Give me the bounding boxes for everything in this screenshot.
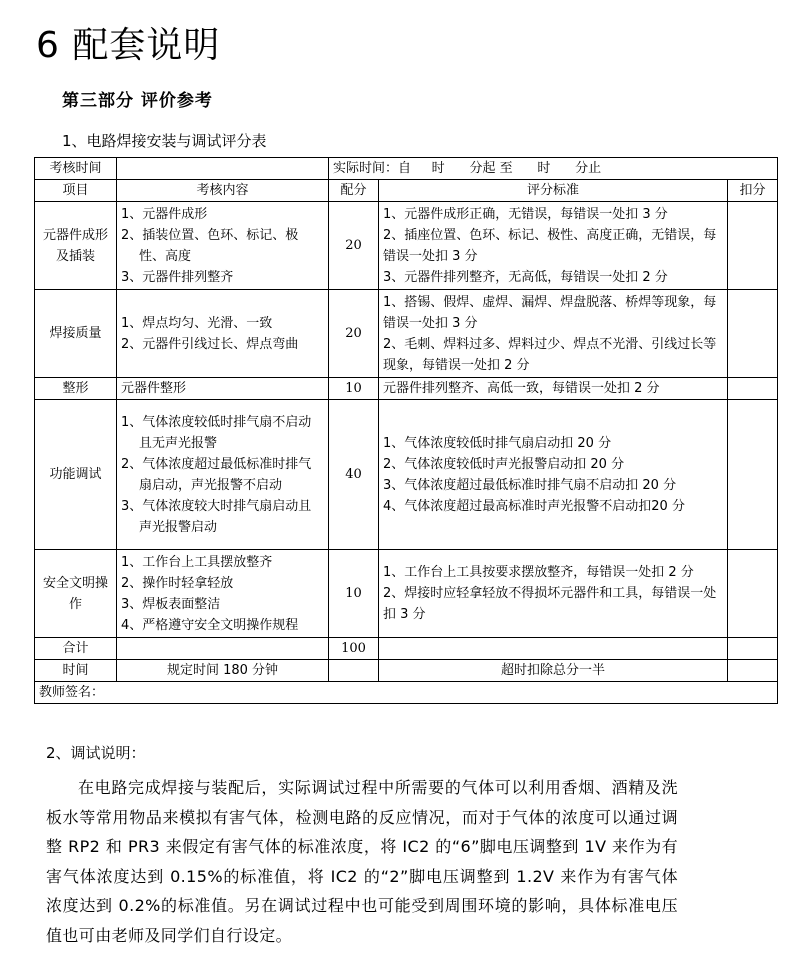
table-caption: 1、电路焊接安装与调试评分表: [62, 132, 267, 150]
content-line: 1、气体浓度较低时排气扇不启动且无声光报警: [121, 414, 312, 451]
scoring-table: [34, 157, 778, 704]
row-item: 元器件成形及插装: [35, 202, 117, 290]
total-value: 100: [329, 638, 379, 660]
content-line: 2、操作时轻拿轻放: [121, 575, 234, 591]
header-row: [35, 180, 778, 202]
row-points: 20: [329, 290, 379, 378]
row-deduction: [728, 400, 778, 550]
criteria-line: 2、焊接时应轻拿轻放不得损坏元器件和工具，每错误一处扣 3 分: [383, 586, 717, 622]
criteria-line: 1、元器件成形正确，无错误，每错误一处扣 3 分: [383, 206, 668, 222]
criteria-line: 2、插座位置、色环、标记、极性、高度正确，无错误，每错误一处扣 3 分: [383, 227, 717, 264]
content-line: 1、工作台上工具摆放整齐: [121, 554, 273, 570]
row-criteria: [379, 202, 728, 290]
exam-time-blank: [117, 158, 329, 180]
row-deduction: [728, 378, 778, 400]
time-row: [35, 660, 778, 682]
content-line: 4、严格遵守安全文明操作规程: [121, 617, 299, 633]
row-criteria: [379, 400, 728, 550]
debug-paragraph: 在电路完成焊接与装配后，实际调试过程中所需要的气体可以利用香烟、酒精及洗板水等常用物品来模拟有害气体，检测电路的反应情况，而对于气体的浓度可以通过调整 RP2 和 PR3 来假定有害气体的标准浓度，将 IC2 的“6”脚电压调整到 1V 来作为有害气体浓度达到 0.15%的标准值，将 IC2 的“2”脚电压调整到 1.2V 来作为有害气体浓度达到 0.2%的标准值。另在调试过程中也可能受到周围环境的影响，具体标准电压值也可由老师及同学们自行设定。: [46, 778, 678, 945]
criteria-line: 4、气体浓度超过最高标准时声光报警不启动扣20 分: [383, 498, 685, 514]
table-row: [35, 378, 778, 400]
row-item: 安全文明操作: [35, 550, 117, 638]
row-item: 功能调试: [35, 400, 117, 550]
header-deduction: 扣分: [728, 180, 778, 202]
content-line: 3、气体浓度较大时排气扇启动且声光报警启动: [121, 498, 312, 535]
row-points: 10: [329, 378, 379, 400]
row-points: 10: [329, 550, 379, 638]
header-item: 项目: [35, 180, 117, 202]
page-title: 6 配套说明: [36, 25, 221, 66]
header-criteria: 评分标准: [379, 180, 728, 202]
content-line: 3、元器件排列整齐: [121, 269, 234, 285]
exam-time-label: 考核时间: [35, 158, 117, 180]
row-deduction: [728, 290, 778, 378]
row-item: 焊接质量: [35, 290, 117, 378]
table-row: [35, 202, 778, 290]
time-blank: [329, 660, 379, 682]
time-blank: [728, 660, 778, 682]
row-content: [117, 550, 329, 638]
criteria-line: 2、气体浓度较低时声光报警启动扣 20 分: [383, 456, 625, 472]
row-content: [117, 290, 329, 378]
row-content: [117, 202, 329, 290]
row-criteria: [379, 550, 728, 638]
content-line: 2、气体浓度超过最低标准时排气扇启动，声光报警不启动: [121, 456, 312, 493]
content-line: 1、焊点均匀、光滑、一致: [121, 315, 273, 331]
time-label: 时间: [35, 660, 117, 682]
header-points: 配分: [329, 180, 379, 202]
row-content: 元器件整形: [117, 378, 329, 400]
row-criteria: 元器件排列整齐、高低一致，每错误一处扣 2 分: [379, 378, 728, 400]
signature-row: [35, 682, 778, 704]
teacher-signature: 教师签名：: [35, 682, 778, 704]
total-row: [35, 638, 778, 660]
actual-time-cell: 实际时间：自 时 分起 至 时 分止: [329, 158, 778, 180]
header-content: 考核内容: [117, 180, 329, 202]
criteria-line: 1、气体浓度较低时排气扇启动扣 20 分: [383, 435, 612, 451]
row-deduction: [728, 550, 778, 638]
overtime-rule: 超时扣除总分一半: [379, 660, 728, 682]
part-heading: 第三部分 评价参考: [62, 91, 213, 111]
content-line: 3、焊板表面整洁: [121, 596, 221, 612]
criteria-line: 3、元器件排列整齐，无高低，每错误一处扣 2 分: [383, 269, 668, 285]
row-deduction: [728, 202, 778, 290]
criteria-line: 1、工作台上工具按要求摆放整齐，每错误一处扣 2 分: [383, 565, 694, 580]
table-row: [35, 400, 778, 550]
content-line: 1、元器件成形: [121, 206, 208, 222]
content-line: 2、插装位置、色环、标记、极性、高度: [121, 227, 299, 264]
total-blank: [379, 638, 728, 660]
table-row: [35, 290, 778, 378]
row-points: 20: [329, 202, 379, 290]
criteria-line: 1、搭锡、假焊、虚焊、漏焊、焊盘脱落、桥焊等现象，每错误一处扣 3 分: [383, 294, 717, 331]
total-blank: [728, 638, 778, 660]
criteria-line: 2、毛刺、焊料过多、焊料过少、焊点不光滑、引线过长等现象，每错误一处扣 2 分: [383, 336, 717, 373]
table-row: [35, 550, 778, 638]
row-content: [117, 400, 329, 550]
criteria-line: 3、气体浓度超过最低标准时排气扇不启动扣 20 分: [383, 477, 677, 493]
row-item: 整形: [35, 378, 117, 400]
content-line: 2、元器件引线过长、焊点弯曲: [121, 336, 299, 352]
section-heading: 2、调试说明：: [46, 744, 146, 762]
total-blank: [117, 638, 329, 660]
time-rule: 规定时间 180 分钟: [117, 660, 329, 682]
row-points: 40: [329, 400, 379, 550]
exam-time-row: [35, 158, 778, 180]
row-criteria: [379, 290, 728, 378]
total-label: 合计: [35, 638, 117, 660]
